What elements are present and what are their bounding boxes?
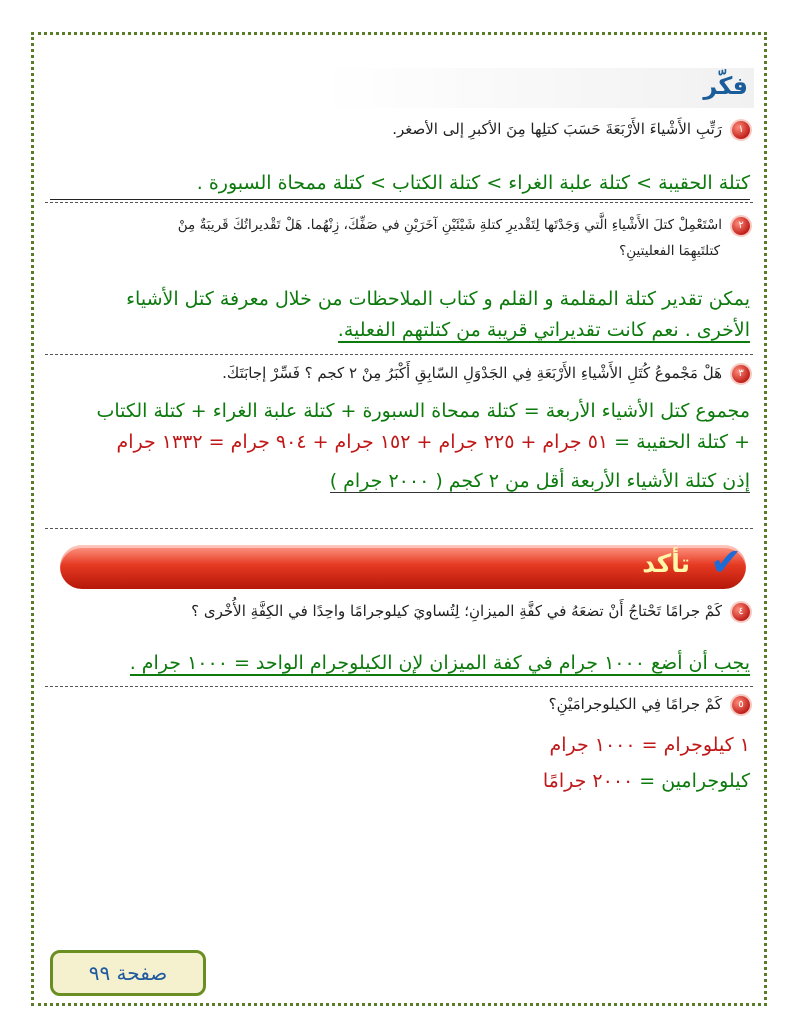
question-number-4: ٤ <box>732 603 750 621</box>
answer-5-line-1: ١ كيلوجرام = ١٠٠٠ جرام <box>549 734 750 756</box>
question-1 <box>392 120 750 139</box>
answer-3-line-3: إذن كتلة الأشياء الأربعة أقل من ٢ كجم ( ٢٠٠٠ جرام ) <box>329 470 750 492</box>
question-5 <box>50 695 750 714</box>
question-5-text: كَمْ جرامًا فِي الكيلوجرامَيْنِ؟ <box>548 695 722 713</box>
answer-5-line-2-label: كيلوجرامين = <box>633 770 750 792</box>
question-4 <box>50 602 750 621</box>
divider <box>45 354 753 355</box>
question-3-text: هَلْ مَجْموعُ كُتَلِ الأَشْياءِ الأَرْبَعَةِ فِي الجَدْوَلِ السّابِقِ أَكْبَرُ مِنْ ٢ كجم ؟ فَسِّرْ إجابَتَكَ. <box>222 364 722 382</box>
question-2 <box>50 212 750 264</box>
question-3 <box>50 364 750 383</box>
question-number-3: ٣ <box>732 365 750 383</box>
answer-3-line-2-sum: ٥١ جرام + ٢٢٥ جرام + ١٥٢ جرام + ٩٠٤ جرام = ١٣٣٢ جرام <box>116 431 609 453</box>
think-header-band <box>322 68 754 108</box>
think-section-title: فكّر <box>703 72 748 100</box>
checkmark-icon: ✔ <box>710 540 742 584</box>
page-number-badge: صفحة ٩٩ <box>50 950 206 996</box>
answer-3-line-2-label: + كتلة الحقيبة = <box>608 431 750 453</box>
question-2-line-2: كتلتَيهِمَا الفعليتينِ؟ <box>619 243 720 259</box>
confirm-section-title: تأكد <box>642 549 690 578</box>
question-number-1: ١ <box>732 121 750 139</box>
answer-5 <box>50 730 750 801</box>
question-2-line-1: اسْتَعْمِلْ كتلَ الأَشْياءِ الَّتي وَجَدْتَها لِتَقْديرِ كتلةِ شَيْئَيْنِ آخَرَيْنِ في صَفِّكَ، زِنْهُما. هَلْ تَقْديراتُكَ قَريبَةٌ مِنْ <box>177 217 722 233</box>
question-1-text: رَتِّبِ الأَشْياءَ الأَرْبَعَةَ حَسَبَ كتلِها مِنَ الأكبرِ إلى الأصغر. <box>392 120 722 138</box>
answer-4 <box>50 648 750 679</box>
answer-2-line-1: يمكن تقدير كتلة المقلمة و القلم و كتاب الملاحظات من خلال معرفة كتل الأشياء <box>126 288 750 310</box>
answer-3 <box>50 396 750 497</box>
answer-4-text: يجب أن أضع ١٠٠٠ جرام في كفة الميزان لإن الكيلوجرام الواحد = ١٠٠٠ جرام . <box>129 652 750 674</box>
answer-5-line-2-value: ٢٠٠٠ جرامًا <box>542 770 634 792</box>
divider <box>45 202 753 203</box>
answer-1: كتلة الحقيبة > كتلة علبة الغراء > كتلة الكتاب > كتلة ممحاة السبورة . <box>50 168 750 200</box>
question-number-5: ٥ <box>732 696 750 714</box>
question-4-text: كَمْ جرامًا تَحْتاجُ أَنْ تضعَهُ في كفَّةِ الميزانِ؛ لِتُساويَ كيلوجرامًا واحِدًا في الكِفَّةِ الأُخْرى ؟ <box>191 602 722 620</box>
divider <box>45 686 753 687</box>
answer-2-line-2: الأخرى . نعم كانت تقديراتي قريبة من كتلتهم الفعلية. <box>337 319 750 341</box>
answer-3-line-1: مجموع كتل الأشياء الأربعة = كتلة ممحاة السبورة + كتلة علبة الغراء + كتلة الكتاب <box>96 400 750 422</box>
divider <box>45 528 753 529</box>
question-number-2: ٢ <box>732 217 750 235</box>
answer-2 <box>50 284 750 346</box>
